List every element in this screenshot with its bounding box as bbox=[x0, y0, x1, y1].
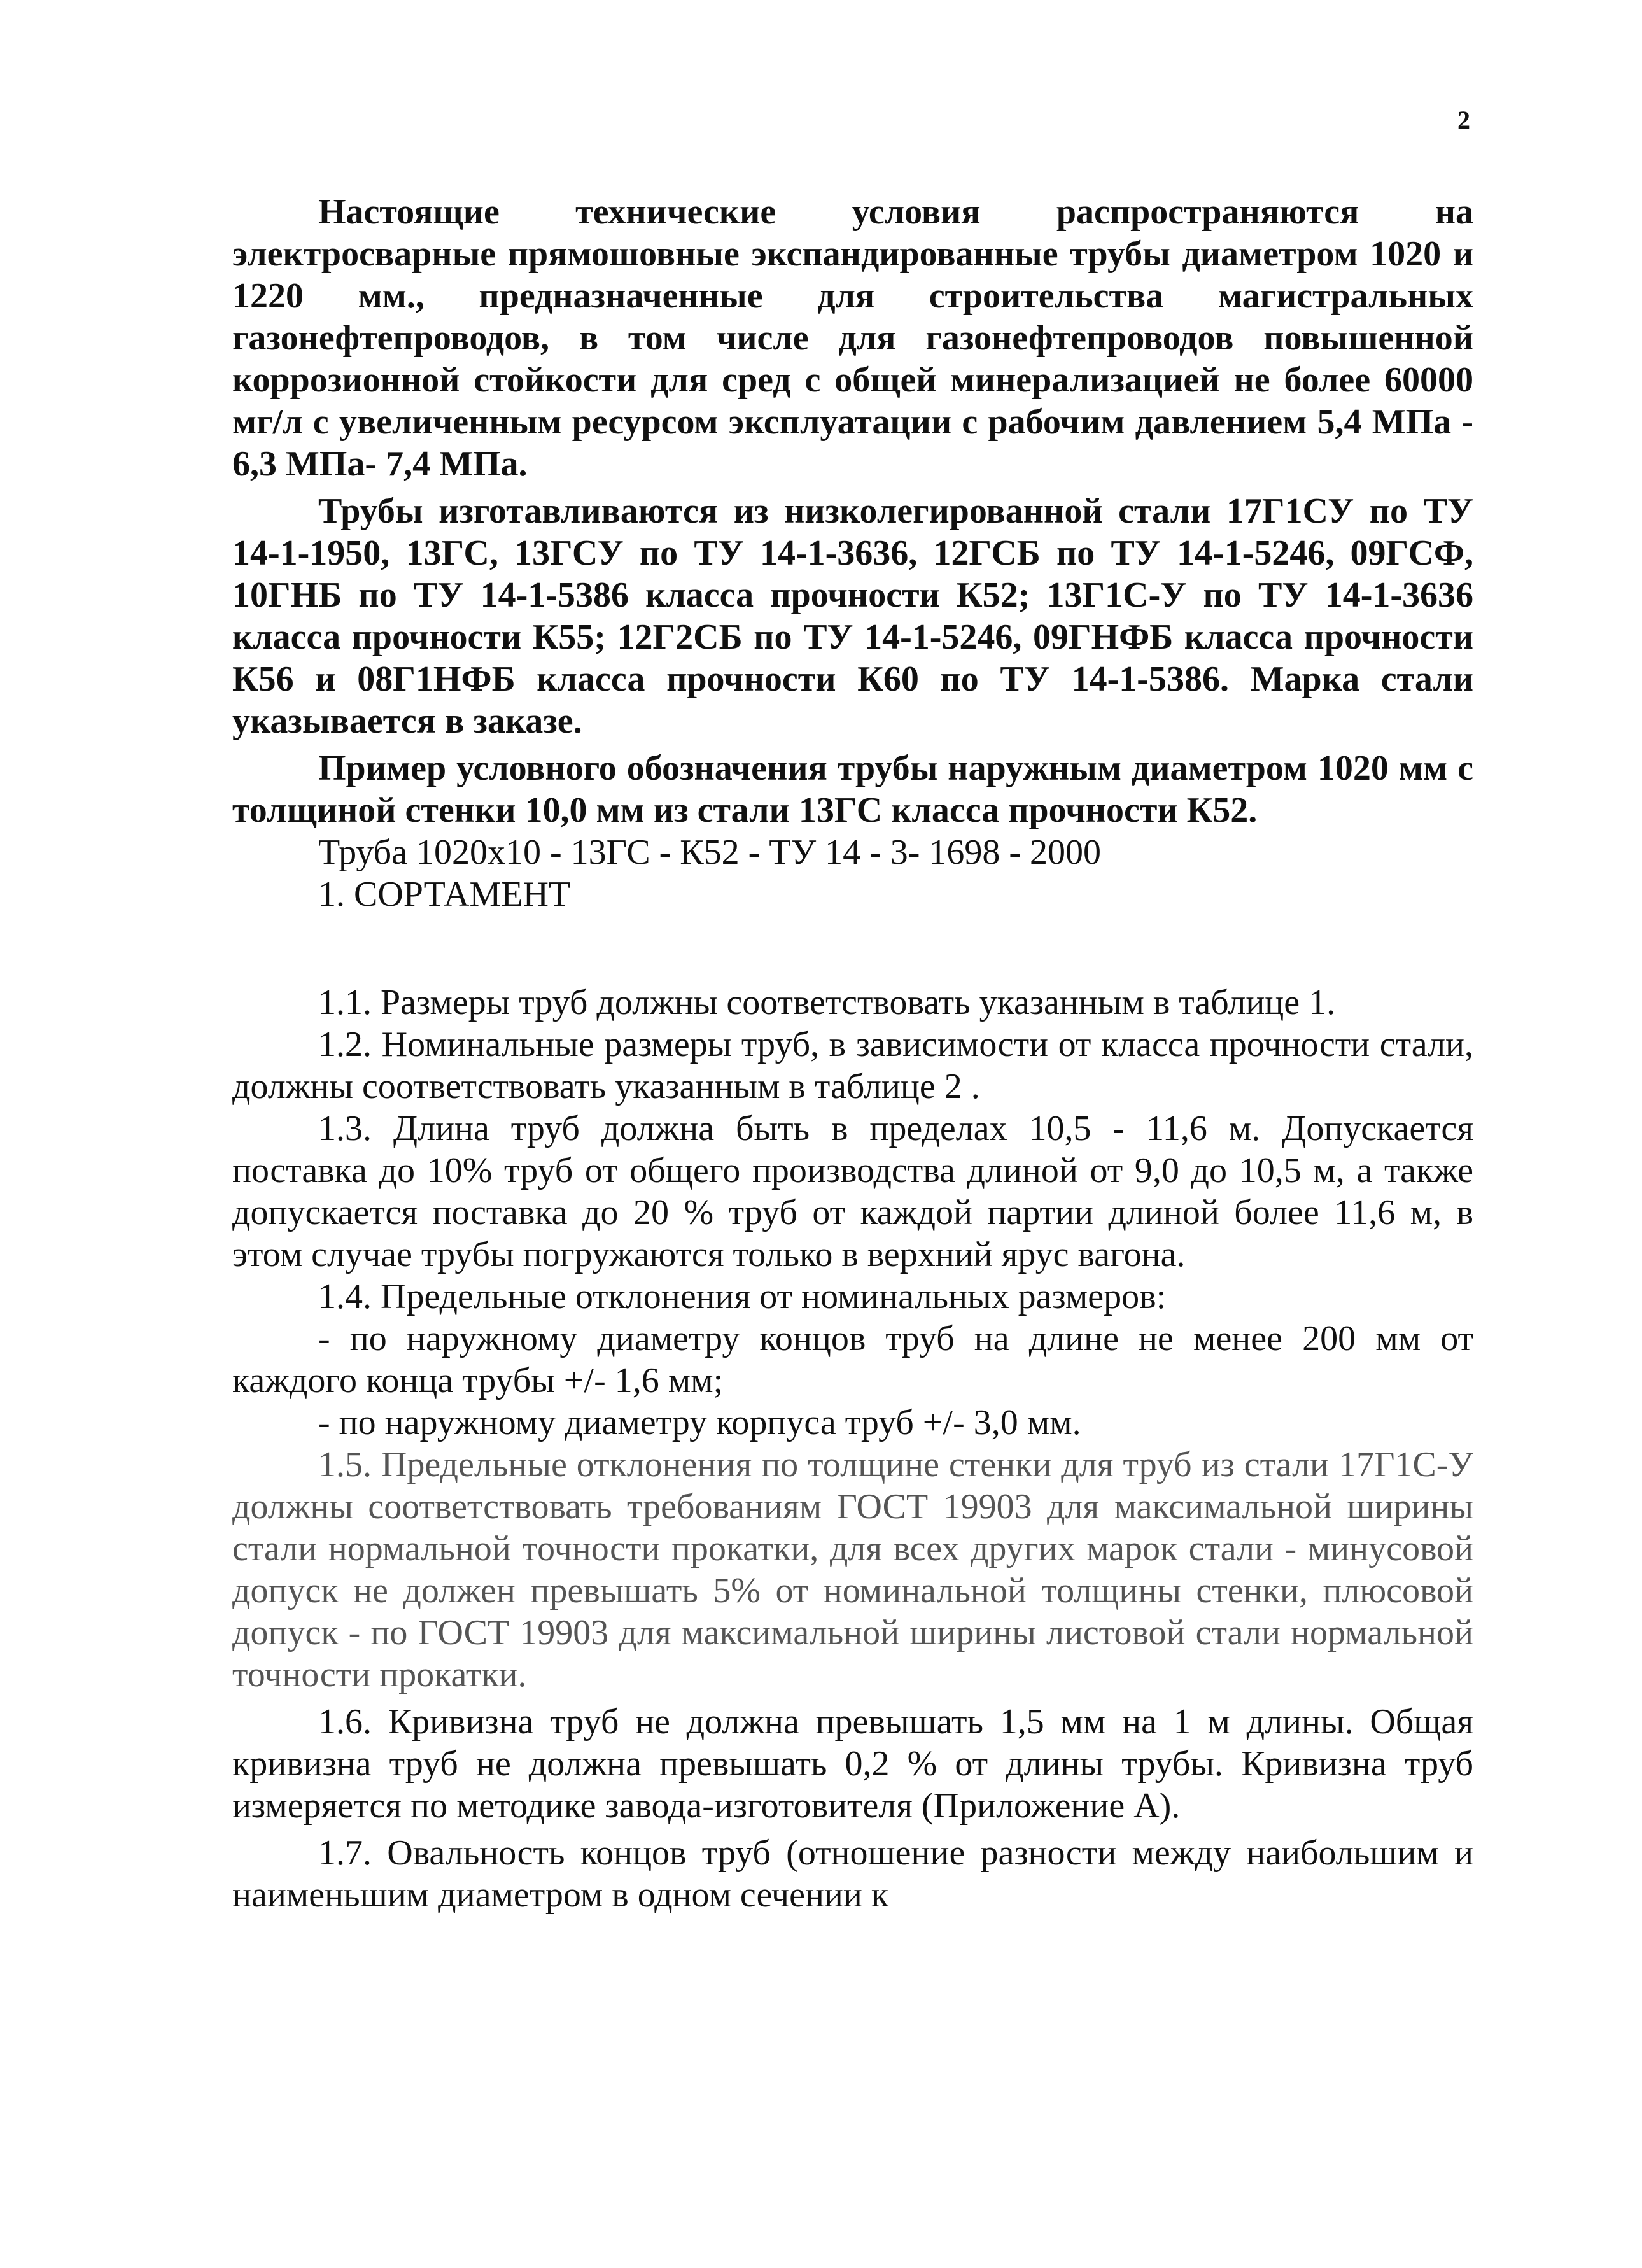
designation-example-paragraph: Пример условного обозначения трубы наружным диаметром 1020 мм с толщиной стенки 10,0 мм из стали 13ГС класса прочности К52. bbox=[232, 749, 1473, 830]
section-title: 1. СОРТАМЕНТ bbox=[318, 875, 571, 914]
clause-1-4-body: - по наружному диаметру корпуса труб +/- 3,0 мм. bbox=[318, 1403, 1081, 1442]
intro-paragraph: Настоящие технические условия распространяются на электросварные прямошовные экспандированные трубы диаметром 1020 и 1220 мм., предназначенные для строительства магистральных газонефтепроводов, в том числе для газонефтепроводов повышенной коррозионной стойкости для сред с общей минерализацией не более 60000 мг/л с увеличенным ресурсом эксплуатации с рабочим давлением 5,4 МПа - 6,3 МПа- 7,4 МПа. bbox=[232, 192, 1473, 484]
clause-1-1: 1.1. Размеры труб должны соответствовать указанным в таблице 1. bbox=[318, 983, 1336, 1022]
clause-1-6: 1.6. Кривизна труб не должна превышать 1,5 мм на 1 м длины. Общая кривизна труб не должна превышать 0,2 % от длины трубы. Кривизна труб измеряется по методике завода-изготовителя (Приложение А). bbox=[232, 1702, 1473, 1826]
clause-1-2: 1.2. Номинальные размеры труб, в зависимости от класса прочности стали, должны соответствовать указанным в таблице 2 . bbox=[232, 1025, 1473, 1106]
document-body bbox=[232, 191, 1473, 1916]
clause-1-3: 1.3. Длина труб должна быть в пределах 10,5 - 11,6 м. Допускается поставка до 10% труб от общего производства длиной от 9,0 до 10,5 м, а также допускается поставка до 20 % труб от каждой партии длиной более 11,6 м, в этом случае трубы погружаются только в верхний ярус вагона. bbox=[232, 1109, 1473, 1274]
clause-1-4-outer-ends: - по наружному диаметру концов труб на длине не менее 200 мм от каждого конца трубы +/- 1,6 мм; bbox=[232, 1319, 1473, 1400]
clause-1-4: 1.4. Предельные отклонения от номинальных размеров: bbox=[318, 1277, 1167, 1316]
steel-grades-paragraph: Трубы изготавливаются из низколегированной стали 17Г1СУ по ТУ 14-1-1950, 13ГС, 13ГСУ по ТУ 14-1-3636, 12ГСБ по ТУ 14-1-5246, 09ГСФ, 10ГНБ по ТУ 14-1-5386 класса прочности К52; 13Г1С-У по ТУ 14-1-3636 класса прочности К55; 12Г2СБ по ТУ 14-1-5246, 09ГНФБ класса прочности К56 и 08Г1НФБ класса прочности К60 по ТУ 14-1-5386. Марка стали указывается в заказе. bbox=[232, 491, 1473, 741]
clause-1-5: 1.5. Предельные отклонения по толщине стенки для труб из стали 17Г1С-У должны соответствовать требованиям ГОСТ 19903 для максимальной ширины стали нормальной точности прокатки, для всех других марок стали - минусовой допуск не должен превышать 5% от номинальной толщины стенки, плюсовой допуск - по ГОСТ 19903 для максимальной ширины листовой стали нормальной точности прокатки. bbox=[232, 1445, 1473, 1694]
designation-line: Труба 1020х10 - 13ГС - К52 - ТУ 14 - 3- 1698 - 2000 bbox=[318, 833, 1102, 872]
page-number: 2 bbox=[1457, 106, 1470, 134]
clause-1-7: 1.7. Овальность концов труб (отношение разности между наибольшим и наименьшим диаметром в одном сечении к bbox=[232, 1833, 1473, 1915]
